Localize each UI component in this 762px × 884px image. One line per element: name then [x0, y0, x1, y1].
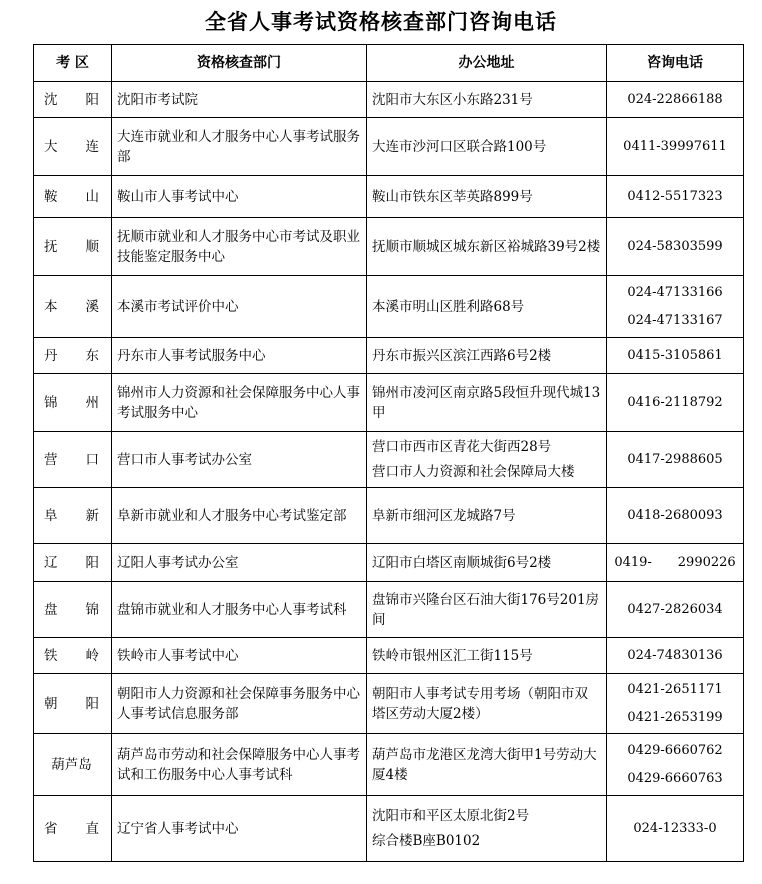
address-cell	[367, 218, 607, 276]
department-cell: 辽阳人事考试办公室	[112, 544, 367, 582]
header-phone: 咨询电话	[607, 45, 744, 82]
department-cell: 丹东市人事考试服务中心	[112, 338, 367, 374]
address-line: 葫芦岛市龙港区龙湾大街甲1号劳动大厦4楼	[372, 746, 597, 783]
phone-cell	[607, 734, 744, 796]
address-line: 沈阳市大东区小东路231号	[372, 91, 533, 108]
contact-table	[33, 44, 744, 862]
department-cell: 葫芦岛市劳动和社会保障服务中心人事考试和工伤服务中心人事考试科	[112, 734, 367, 796]
phone-cell	[607, 544, 744, 582]
table-row	[34, 734, 744, 796]
address-line: 本溪市明山区胜利路68号	[372, 298, 525, 315]
phone-cell	[607, 82, 744, 118]
phone-cell	[607, 218, 744, 276]
phone-cell	[607, 638, 744, 674]
address-cell	[367, 638, 607, 674]
area-cell: 省直	[34, 796, 112, 862]
table-row	[34, 796, 744, 862]
address-cell	[367, 374, 607, 432]
phone-number: 0429-6660762	[627, 742, 723, 758]
address-cell	[367, 796, 607, 862]
department-cell: 沈阳市考试院	[112, 82, 367, 118]
table-row	[34, 432, 744, 488]
area-cell: 辽阳	[34, 544, 112, 582]
phone-number: 024-74830136	[627, 647, 723, 663]
phone-cell	[607, 796, 744, 862]
phone-number: 024-47133166	[627, 284, 723, 300]
department-cell: 阜新市就业和人才服务中心考试鉴定部	[112, 488, 367, 544]
phone-number: 0417-2988605	[627, 451, 723, 467]
address-line: 锦州市凌河区南京路5段恒升现代城13甲	[372, 384, 601, 421]
phone-cell	[607, 674, 744, 734]
phone-cell	[607, 338, 744, 374]
department-cell: 营口市人事考试办公室	[112, 432, 367, 488]
table-row	[34, 582, 744, 638]
phone-number: 0412-5517323	[627, 188, 723, 204]
area-cell: 抚顺	[34, 218, 112, 276]
table-row	[34, 674, 744, 734]
department-cell: 朝阳市人力资源和社会保障事务服务中心人事考试信息服务部	[112, 674, 367, 734]
table-row	[34, 488, 744, 544]
address-line: 营口市人力资源和社会保障局大楼	[372, 463, 575, 480]
phone-number: 024-22866188	[627, 91, 723, 107]
address-cell	[367, 734, 607, 796]
phone-number: 024-12333-0	[633, 820, 717, 836]
table-row	[34, 374, 744, 432]
department-cell: 辽宁省人事考试中心	[112, 796, 367, 862]
area-cell: 铁岭	[34, 638, 112, 674]
table-row	[34, 118, 744, 176]
table-row	[34, 544, 744, 582]
address-line: 朝阳市人事考试专用考场（朝阳市双塔区劳动大厦2楼）	[372, 685, 588, 722]
department-cell: 鞍山市人事考试中心	[112, 176, 367, 218]
address-cell	[367, 118, 607, 176]
address-line: 阜新市细河区龙城路7号	[372, 507, 516, 524]
area-cell: 鞍山	[34, 176, 112, 218]
header-address: 办公地址	[367, 45, 607, 82]
area-cell: 朝阳	[34, 674, 112, 734]
address-cell	[367, 544, 607, 582]
phone-cell	[607, 176, 744, 218]
address-cell	[367, 582, 607, 638]
table-row	[34, 276, 744, 338]
phone-number: 0411-39997611	[623, 138, 727, 154]
phone-number: 0418-2680093	[627, 507, 723, 523]
phone-number: 0415-3105861	[627, 347, 723, 363]
header-department: 资格核查部门	[112, 45, 367, 82]
address-cell	[367, 674, 607, 734]
table-row	[34, 218, 744, 276]
area-cell: 葫芦岛	[34, 734, 112, 796]
address-line: 丹东市振兴区滨江西路6号2楼	[372, 347, 552, 364]
area-cell: 丹东	[34, 338, 112, 374]
phone-number: 024-58303599	[627, 238, 723, 254]
area-cell: 大连	[34, 118, 112, 176]
address-cell	[367, 432, 607, 488]
area-cell: 沈阳	[34, 82, 112, 118]
table-header-row	[34, 45, 744, 82]
table-row	[34, 176, 744, 218]
address-line: 沈阳市和平区太原北街2号	[372, 807, 530, 824]
department-cell: 铁岭市人事考试中心	[112, 638, 367, 674]
phone-number: 0416-2118792	[627, 394, 723, 410]
phone-cell	[607, 276, 744, 338]
phone-number: 0429-6660763	[627, 770, 723, 786]
address-cell	[367, 82, 607, 118]
phone-cell	[607, 432, 744, 488]
department-cell: 抚顺市就业和人才服务中心市考试及职业技能鉴定服务中心	[112, 218, 367, 276]
department-cell: 锦州市人力资源和社会保障服务中心人事考试服务中心	[112, 374, 367, 432]
address-line: 营口市西市区青花大街西28号	[372, 438, 552, 455]
address-cell	[367, 488, 607, 544]
area-cell: 锦州	[34, 374, 112, 432]
table-row	[34, 638, 744, 674]
header-area: 考 区	[34, 45, 112, 82]
department-cell: 大连市就业和人才服务中心人事考试服务部	[112, 118, 367, 176]
area-cell: 盘锦	[34, 582, 112, 638]
address-line: 辽阳市白塔区南顺城街6号2楼	[372, 554, 552, 571]
address-line: 抚顺市顺城区城东新区裕城路39号2楼	[372, 238, 601, 255]
address-line: 大连市沙河口区联合路100号	[372, 138, 547, 155]
address-line: 铁岭市银州区汇工街115号	[372, 647, 533, 664]
phone-number: 0421-2653199	[627, 709, 723, 725]
phone-number: 0419- 2990226	[614, 554, 736, 570]
address-cell	[367, 338, 607, 374]
area-cell: 本溪	[34, 276, 112, 338]
address-cell	[367, 176, 607, 218]
address-line: 综合楼B座B0102	[372, 832, 481, 849]
address-line: 鞍山市铁东区莘英路899号	[372, 188, 533, 205]
phone-number: 0427-2826034	[627, 601, 723, 617]
department-cell: 本溪市考试评价中心	[112, 276, 367, 338]
department-cell: 盘锦市就业和人才服务中心人事考试科	[112, 582, 367, 638]
phone-number: 0421-2651171	[627, 681, 723, 697]
phone-cell	[607, 582, 744, 638]
area-cell: 阜新	[34, 488, 112, 544]
address-cell	[367, 276, 607, 338]
phone-cell	[607, 118, 744, 176]
area-cell: 营口	[34, 432, 112, 488]
table-row	[34, 338, 744, 374]
table-row	[34, 82, 744, 118]
address-line: 盘锦市兴隆台区石油大街176号201房间	[372, 591, 600, 628]
phone-cell	[607, 374, 744, 432]
page-title: 全省人事考试资格核查部门咨询电话	[205, 9, 557, 34]
phone-number: 024-47133167	[627, 312, 723, 328]
phone-cell	[607, 488, 744, 544]
